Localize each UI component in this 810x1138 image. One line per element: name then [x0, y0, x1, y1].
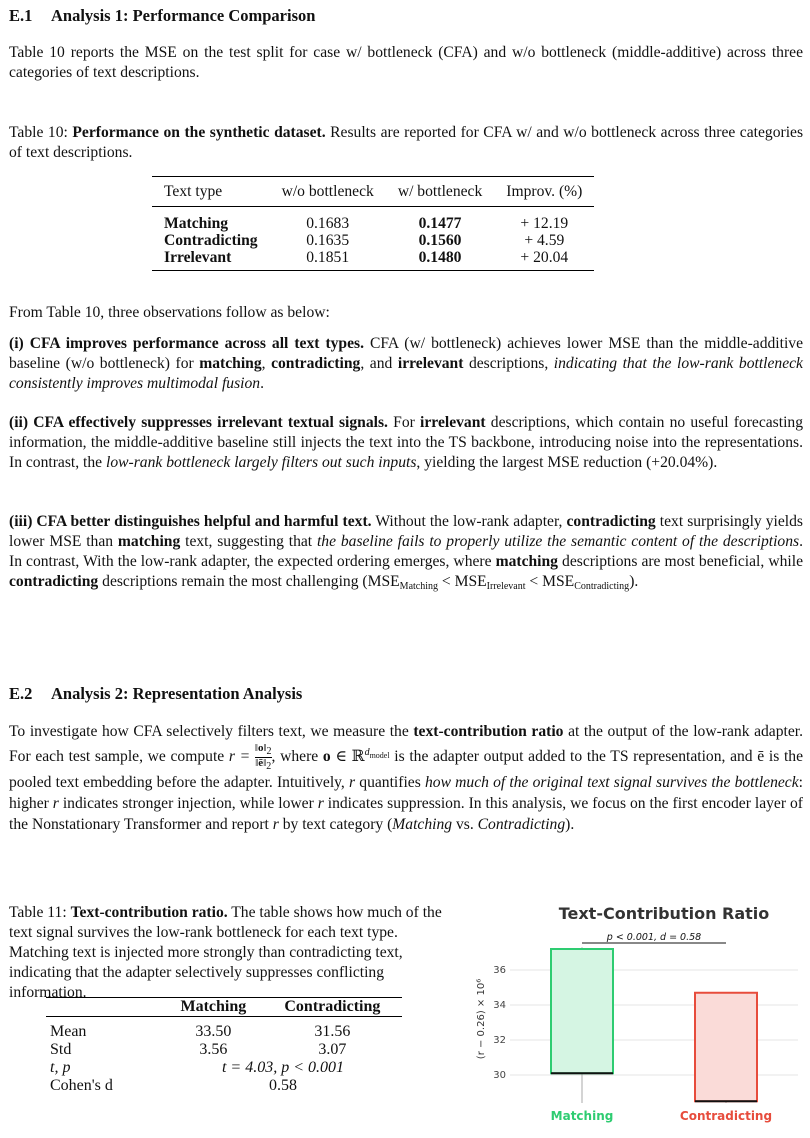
obs-keyword: matching: [199, 355, 262, 372]
section-number: E.1: [9, 6, 33, 25]
table-row: [152, 207, 594, 233]
y-tick-label: 36: [493, 965, 506, 976]
e2-italic: Matching: [392, 816, 453, 834]
chart-title: Text-Contribution Ratio: [558, 905, 770, 923]
e2-text: indicates suppression. In this analysis, we focus on the first encoder layer of the Nonstationary Transformer and report: [9, 795, 803, 834]
subscript: Irrelevant: [486, 581, 526, 592]
table-cell: 0.1560: [418, 232, 462, 249]
table11-caption: [9, 903, 459, 1003]
section-title: Analysis 2: Representation Analysis: [51, 684, 303, 703]
e2-italic: Contradicting: [477, 816, 566, 834]
table-cell: + 20.04: [520, 249, 569, 266]
table-cell: 3.56: [199, 1041, 228, 1058]
table-row: [152, 232, 594, 249]
table-header-row: [46, 998, 402, 1017]
table-header: Improv. (%): [506, 183, 583, 200]
formula: o: [322, 748, 331, 766]
caption-bold: Text-contribution ratio.: [70, 904, 228, 921]
table11: [46, 997, 402, 1095]
e2-text: To investigate how CFA selectively filters text, we measure the: [9, 723, 409, 740]
row-label: Std: [50, 1041, 72, 1058]
observations-lead: From Table 10, three observations follow as below:: [9, 304, 330, 321]
table10: [152, 176, 594, 271]
e2-text: at the output of the low-rank adapter. For each test sample, we compute: [9, 723, 803, 766]
row-label: Mean: [50, 1023, 87, 1040]
caption-text: Results are reported for CFA w/ and w/o bottleneck across three categories of text descriptions.: [9, 124, 804, 161]
table-header: Text type: [164, 183, 223, 200]
obs-keyword: contradicting: [9, 573, 99, 590]
e1-intro: Table 10 reports the MSE on the test split for case w/ bottleneck (CFA) and w/o bottleneck (middle-additive) across three categories of text descriptions.: [9, 44, 803, 81]
subscript: Contradicting: [574, 581, 630, 592]
obs-keyword: matching: [495, 553, 558, 570]
obs-text: descriptions remain the most challenging (MSE: [102, 573, 400, 590]
section-heading-e1: [9, 6, 315, 26]
obs-keyword: irrelevant: [397, 355, 464, 372]
table-header: Matching: [180, 998, 247, 1015]
obs-text: , yielding the largest MSE reduction (+20.04%).: [416, 454, 718, 471]
box-contradicting: [695, 993, 757, 1102]
formula: r =: [228, 748, 255, 766]
row-label: Irrelevant: [164, 249, 232, 266]
var-r: r: [317, 795, 324, 813]
var-r: r: [349, 774, 356, 792]
obs-heading: (i) CFA improves performance across all text types.: [9, 335, 364, 352]
y-tick-label: 34: [493, 1000, 506, 1011]
row-label: Contradicting: [164, 232, 258, 249]
table-cell: 31.56: [314, 1023, 351, 1040]
caption-text: The table shows how much of the text signal survives the low-rank bottleneck for each text type. Matching text is injected more strongly than contradicting text, indicating that the adapter selectively suppresses conflicting information.: [9, 904, 442, 1001]
x-category-label: Matching: [550, 1109, 614, 1123]
row-label: t, p: [50, 1059, 71, 1076]
obs-italic: the baseline fails to properly utilize the semantic content of the descriptions: [316, 533, 800, 550]
y-tick-label: 32: [493, 1035, 506, 1046]
table-cell: 0.1635: [306, 232, 350, 249]
table-header: Contradicting: [284, 998, 381, 1015]
obs-keyword: matching: [117, 533, 181, 550]
obs-text: Without the low-rank adapter,: [375, 513, 563, 530]
table-row: [46, 1017, 402, 1042]
obs-text: . In contrast, With the low-rank adapter, the expected ordering emerges, where: [9, 533, 803, 570]
obs-text: descriptions are most beneficial, while: [562, 553, 803, 570]
e2-text: indicates stronger injection, while lower: [62, 795, 314, 813]
observation-1: (i) CFA improves performance across all text types. CFA (w/ bottleneck) achieves lower MSE than the middle-additive baseline (w/o bottleneck) for matching, contradicting, and irrelevant descriptions, indicating that the low-rank bottleneck consistently improves multimodal fusion.: [9, 335, 804, 392]
table-cell: 3.07: [318, 1041, 347, 1058]
obs-keyword: contradicting: [271, 355, 361, 372]
table-cell: 0.58: [269, 1077, 297, 1094]
e2-text: vs.: [455, 816, 474, 834]
row-label: Matching: [164, 215, 229, 232]
table-header: w/o bottleneck: [281, 183, 374, 200]
obs-text: descriptions,: [468, 355, 549, 372]
table-cell: 0.1477: [418, 215, 462, 232]
caption-label: Table 11:: [9, 904, 67, 921]
obs-keyword: contradicting: [566, 513, 656, 530]
var-r: r: [52, 795, 59, 813]
obs-keyword: irrelevant: [420, 414, 486, 431]
e2-paragraph: To investigate how CFA selectively filters text, we measure the text-contribution ratio at the output of the low-rank adapter. For each test sample, we compute r = $\frac{‖o‖_2}{‖ē‖_2}$ , where o ∈ ℝ$^{d_{model}}$ is the adapter output added to the TS representation, and ē is the pooled text embedding before the adapter. Intuitively, r quantifies how much of the original text signal survives the bottleneck: higher r indicates stronger injection, while lower r indicates suppression. In this analysis, we focus on the first encoder layer of the Nonstationary Transformer and report r by text category (Matching vs. Contradicting).: [9, 723, 803, 834]
section-title: Analysis 1: Performance Comparison: [51, 6, 316, 25]
observation-2: [9, 413, 803, 473]
box-matching: [551, 949, 613, 1073]
e2-text: quantifies: [359, 774, 421, 792]
section-heading-e2: [9, 684, 302, 704]
e2-keyword: text-contribution ratio: [413, 723, 564, 740]
chart-svg: [470, 905, 800, 1133]
caption-bold: Performance on the synthetic dataset.: [72, 124, 326, 141]
e2-text: : higher: [9, 774, 803, 813]
table-header: w/ bottleneck: [397, 183, 483, 200]
row-label: Cohen's d: [50, 1077, 113, 1094]
observation-3: (iii) CFA better distinguishes helpful and harmful text. Without the low-rank adapter, contradicting text surprisingly yields lower MSE than matching text, suggesting that the baseline fails to properly utilize the semantic content of the descriptions. In contrast, With the low-rank adapter, the expected ordering emerges, where matching descriptions are most beneficial, while contradicting descriptions remain the most challenging $(MSE_{Matching} < MSE_{Irrelevant} < MSE_{Contradicting})$.: [9, 513, 803, 592]
significance-annotation: p < 0.001, d = 0.58: [606, 932, 702, 943]
e2-text: ).: [565, 816, 575, 834]
e2-text: is the adapter output added to the TS representation, and ē is the pooled text embedding before the adapter. Intuitively,: [9, 748, 803, 792]
table-cell: 0.1851: [306, 249, 350, 266]
x-category-label: Contradicting: [679, 1109, 773, 1123]
caption-label: Table 10:: [9, 124, 68, 141]
e2-text: , where: [271, 748, 319, 766]
table-cell: 0.1683: [306, 215, 350, 232]
obs-text: CFA (w/ bottleneck) achieves lower MSE than the middle-additive baseline (w/o bottleneck) for: [9, 335, 804, 372]
e2-italic: how much of the original text signal survives the bottleneck: [424, 774, 799, 792]
table-row: [46, 1041, 402, 1059]
table-cell: t = 4.03, p < 0.001: [221, 1059, 345, 1076]
text-contribution-chart: [470, 905, 800, 1133]
obs-heading: (iii) CFA better distinguishes helpful and harmful text.: [9, 513, 372, 530]
y-tick-label: 30: [493, 1070, 506, 1081]
formula-fraction: $\frac{‖o‖_2}{‖ē‖_2}$: [254, 742, 272, 773]
obs-text: descriptions, which contain no useful forecasting information, the middle-additive baseline still injects the text into the TS backbone, introducing noise into the representations. In contrast, the: [9, 414, 804, 471]
var-r: r: [272, 816, 279, 834]
obs-text: text surprisingly yields lower MSE than: [9, 513, 803, 550]
table-header: [46, 998, 164, 1017]
table-row: [152, 249, 594, 271]
subscript: Matching: [399, 581, 438, 592]
obs-italic: low-rank bottleneck largely filters out such inputs: [106, 454, 417, 471]
obs-text: For: [393, 414, 415, 431]
obs-italic: indicating that the low-rank bottleneck consistently improves multimodal fusion: [9, 355, 803, 392]
table-cell: 0.1480: [418, 249, 462, 266]
table-row: [46, 1077, 402, 1095]
table-cell: + 4.59: [524, 232, 565, 249]
table-header-row: [152, 177, 594, 207]
table-cell: + 12.19: [520, 215, 569, 232]
obs-heading: (ii) CFA effectively suppresses irrelevant textual signals.: [9, 414, 388, 431]
section-number: E.2: [9, 684, 33, 703]
y-axis-label: (r − 0.26) × 10⁶: [476, 978, 487, 1060]
table-cell: 33.50: [195, 1023, 232, 1040]
e2-text: by text category (: [282, 816, 393, 834]
obs-text: text, suggesting that: [185, 533, 313, 550]
table10-caption: [9, 123, 803, 163]
table-row: [46, 1059, 402, 1077]
